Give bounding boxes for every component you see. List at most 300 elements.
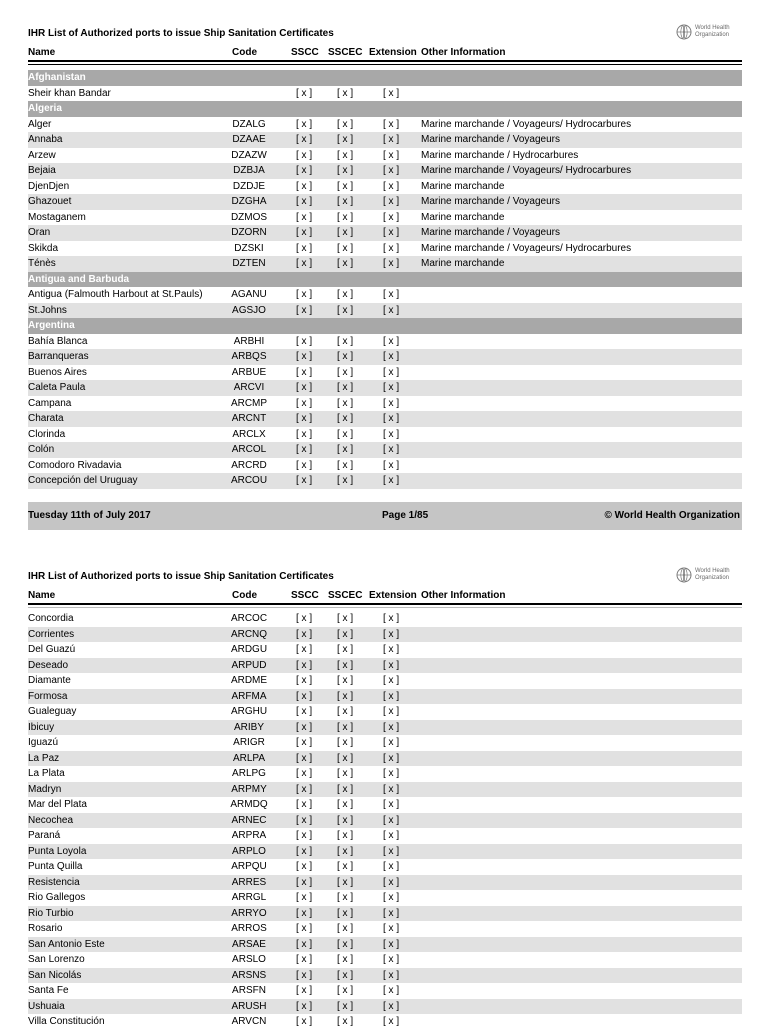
port-code: ARSAE xyxy=(232,938,266,950)
port-code: ARPQU xyxy=(231,861,267,872)
sscec-cell: [ x ] xyxy=(337,644,354,655)
sscc-cell: [ x ] xyxy=(296,783,313,795)
port-name: Skikda xyxy=(28,242,59,254)
port-code: AGSJO xyxy=(232,304,266,316)
table-row xyxy=(28,720,742,736)
table-row xyxy=(28,303,742,319)
other-info-cell: Marine marchande / Hydrocarbures xyxy=(421,149,579,161)
sscc-cell: [ x ] xyxy=(296,923,313,934)
logo-line-2: Organization xyxy=(695,32,730,38)
extension-cell: [ x ] xyxy=(383,149,400,161)
table-row xyxy=(28,86,742,102)
port-name: Buenos Aires xyxy=(28,366,87,378)
port-name: Concepción del Uruguay xyxy=(28,475,138,486)
port-name: Paraná xyxy=(28,830,61,841)
extension-cell: [ x ] xyxy=(383,923,400,934)
footer-page-number: Page 1/85 xyxy=(382,510,429,521)
extension-cell: [ x ] xyxy=(383,242,400,254)
sscec-cell: [ x ] xyxy=(337,475,354,486)
other-info-cell: Marine marchande / Voyageurs/ Hydrocarbures xyxy=(421,242,632,254)
table-row xyxy=(28,163,742,179)
page-footer xyxy=(28,502,742,530)
port-name: Deseado xyxy=(28,659,69,671)
port-name: Resistencia xyxy=(28,876,80,888)
sscec-cell: [ x ] xyxy=(337,134,354,145)
sscc-cell: [ x ] xyxy=(296,892,313,903)
sscec-cell: [ x ] xyxy=(337,799,354,810)
extension-cell: [ x ] xyxy=(383,690,400,702)
sscec-cell: [ x ] xyxy=(337,413,354,424)
sscc-cell: [ x ] xyxy=(296,258,313,269)
sscec-cell: [ x ] xyxy=(337,938,354,950)
port-code: ARLPA xyxy=(232,752,266,764)
extension-cell: [ x ] xyxy=(383,938,400,950)
table-row xyxy=(28,334,742,350)
sscc-cell: [ x ] xyxy=(296,613,313,624)
port-name: Corrientes xyxy=(28,628,75,640)
port-name: Rio Gallegos xyxy=(28,892,86,903)
other-info-cell: Marine marchande xyxy=(421,180,505,192)
sscc-cell: [ x ] xyxy=(296,768,313,779)
sscc-cell: [ x ] xyxy=(296,1000,313,1012)
port-code: ARRYO xyxy=(231,907,267,919)
table-row xyxy=(28,751,742,767)
sscec-cell: [ x ] xyxy=(337,196,354,207)
port-code: ARBUE xyxy=(231,366,267,378)
sscc-cell: [ x ] xyxy=(296,690,313,702)
column-header-info: Other Information xyxy=(421,590,506,601)
extension-cell: [ x ] xyxy=(383,892,400,903)
extension-cell: [ x ] xyxy=(383,799,400,810)
table-row xyxy=(28,1014,742,1030)
sscc-cell: [ x ] xyxy=(296,954,313,965)
sscec-cell: [ x ] xyxy=(337,985,354,996)
sscc-cell: [ x ] xyxy=(296,814,313,826)
sscec-cell: [ x ] xyxy=(337,954,354,965)
sscc-cell: [ x ] xyxy=(296,366,313,378)
sscc-cell: [ x ] xyxy=(296,969,313,981)
port-code: ARNEC xyxy=(231,814,267,826)
sscec-cell: [ x ] xyxy=(337,258,354,269)
page-title-2: IHR List of Authorized ports to issue Ship Sanitation Certificates xyxy=(28,571,334,582)
sscc-cell: [ x ] xyxy=(296,628,313,640)
port-code: ARVCN xyxy=(231,1016,267,1027)
port-name: San Antonio Este xyxy=(28,938,105,950)
port-name: Ghazouet xyxy=(28,196,72,207)
port-table-page-2 xyxy=(28,611,742,1030)
sscc-cell: [ x ] xyxy=(296,876,313,888)
sscc-cell: [ x ] xyxy=(296,938,313,950)
extension-cell: [ x ] xyxy=(383,907,400,919)
extension-cell: [ x ] xyxy=(383,1000,400,1012)
table-row xyxy=(28,782,742,798)
extension-cell: [ x ] xyxy=(383,861,400,872)
sscc-cell: [ x ] xyxy=(296,351,313,362)
table-row xyxy=(28,859,742,875)
sscec-cell: [ x ] xyxy=(337,227,354,238)
port-table-page-1 xyxy=(28,70,742,489)
port-code: DZMOS xyxy=(230,211,268,223)
table-row xyxy=(28,287,742,303)
table-row xyxy=(28,225,742,241)
table-row xyxy=(28,689,742,705)
port-name: Santa Fe xyxy=(28,985,69,996)
sscc-cell: [ x ] xyxy=(296,675,313,686)
extension-cell: [ x ] xyxy=(383,428,400,440)
table-row xyxy=(28,642,742,658)
table-row xyxy=(28,704,742,720)
table-row xyxy=(28,906,742,922)
country-name: Argentina xyxy=(28,320,75,331)
extension-cell: [ x ] xyxy=(383,737,400,748)
extension-cell: [ x ] xyxy=(383,675,400,686)
table-row xyxy=(28,132,742,148)
table-row xyxy=(28,611,742,627)
extension-cell: [ x ] xyxy=(383,258,400,269)
sscec-cell: [ x ] xyxy=(337,304,354,316)
port-code: ARCOL xyxy=(231,444,267,455)
port-code: ARCNT xyxy=(231,413,267,424)
country-name: Afghanistan xyxy=(28,72,86,83)
port-name: DjenDjen xyxy=(28,180,70,192)
extension-cell: [ x ] xyxy=(383,397,400,409)
table-row xyxy=(28,411,742,427)
port-name: San Nicolás xyxy=(28,969,82,981)
country-group-header xyxy=(28,272,742,288)
other-info-cell: Marine marchande xyxy=(421,258,505,269)
sscec-cell: [ x ] xyxy=(337,814,354,826)
sscc-cell: [ x ] xyxy=(296,304,313,316)
column-header-sscec: SSCEC xyxy=(328,47,363,58)
extension-cell: [ x ] xyxy=(383,814,400,826)
port-code: ARPLO xyxy=(232,845,266,857)
table-row xyxy=(28,473,742,489)
port-name: Mar del Plata xyxy=(28,799,87,810)
port-code: ARBHI xyxy=(233,335,265,347)
sscc-cell: [ x ] xyxy=(296,118,313,130)
sscec-cell: [ x ] xyxy=(337,969,354,981)
logo-wordmark xyxy=(695,25,730,39)
sscc-cell: [ x ] xyxy=(296,196,313,207)
table-row xyxy=(28,427,742,443)
table-header xyxy=(28,45,742,62)
sscec-cell: [ x ] xyxy=(337,1000,354,1012)
port-name: Oran xyxy=(28,227,51,238)
sscec-cell: [ x ] xyxy=(337,459,354,471)
extension-cell: [ x ] xyxy=(383,1016,400,1027)
port-name: La Paz xyxy=(28,752,60,764)
sscc-cell: [ x ] xyxy=(296,475,313,486)
column-header-sscec: SSCEC xyxy=(328,590,363,601)
table-header-2 xyxy=(28,588,742,605)
port-name: Punta Loyola xyxy=(28,845,87,857)
table-row xyxy=(28,983,742,999)
port-name: Annaba xyxy=(28,134,63,145)
port-code: ARIBY xyxy=(233,721,264,733)
table-row xyxy=(28,627,742,643)
other-info-cell: Marine marchande / Voyageurs/ Hydrocarbures xyxy=(421,118,632,130)
port-code: ARDME xyxy=(230,675,268,686)
table-row xyxy=(28,210,742,226)
sscec-cell: [ x ] xyxy=(337,211,354,223)
extension-cell: [ x ] xyxy=(383,985,400,996)
port-code: ARRGL xyxy=(231,892,267,903)
sscec-cell: [ x ] xyxy=(337,830,354,841)
footer-date: Tuesday 11th of July 2017 xyxy=(28,510,151,521)
column-header-extension: Extension xyxy=(369,47,417,58)
sscec-cell: [ x ] xyxy=(337,752,354,764)
port-name: Charata xyxy=(28,413,64,424)
port-name: Rio Turbio xyxy=(28,907,74,919)
port-code: AGANU xyxy=(231,289,267,300)
table-row xyxy=(28,365,742,381)
port-code: DZAAE xyxy=(232,134,266,145)
sscc-cell: [ x ] xyxy=(296,799,313,810)
table-row xyxy=(28,658,742,674)
column-header-name: Name xyxy=(28,47,56,58)
extension-cell: [ x ] xyxy=(383,227,400,238)
port-name: Diamante xyxy=(28,675,71,686)
table-row xyxy=(28,148,742,164)
country-name: Antigua and Barbuda xyxy=(28,273,130,285)
port-code: ARCRD xyxy=(231,459,267,471)
port-code: ARGHU xyxy=(230,706,268,717)
port-code: ARCMP xyxy=(230,397,268,409)
sscec-cell: [ x ] xyxy=(337,892,354,903)
port-code: ARFMA xyxy=(231,690,267,702)
sscec-cell: [ x ] xyxy=(337,737,354,748)
extension-cell: [ x ] xyxy=(383,752,400,764)
column-header-name: Name xyxy=(28,590,56,601)
table-row xyxy=(28,813,742,829)
port-name: Ibicuy xyxy=(28,721,55,733)
port-name: Gualeguay xyxy=(28,706,77,717)
port-name: Campana xyxy=(28,397,72,409)
sscec-cell: [ x ] xyxy=(337,845,354,857)
sscec-cell: [ x ] xyxy=(337,783,354,795)
who-emblem-icon xyxy=(676,567,692,583)
port-name: Alger xyxy=(28,118,52,130)
extension-cell: [ x ] xyxy=(383,289,400,300)
sscec-cell: [ x ] xyxy=(337,861,354,872)
logo-line-1: World Health xyxy=(695,25,730,31)
sscec-cell: [ x ] xyxy=(337,675,354,686)
extension-cell: [ x ] xyxy=(383,954,400,965)
extension-cell: [ x ] xyxy=(383,180,400,192)
sscec-cell: [ x ] xyxy=(337,165,354,176)
port-code: ARRES xyxy=(231,876,267,888)
port-name: Sheir khan Bandar xyxy=(28,87,111,99)
port-code: ARCOU xyxy=(230,475,268,486)
port-code: ARMDQ xyxy=(230,799,268,810)
extension-cell: [ x ] xyxy=(383,876,400,888)
sscec-cell: [ x ] xyxy=(337,628,354,640)
table-row xyxy=(28,921,742,937)
port-code: DZTEN xyxy=(232,258,266,269)
sscec-cell: [ x ] xyxy=(337,876,354,888)
sscc-cell: [ x ] xyxy=(296,830,313,841)
sscc-cell: [ x ] xyxy=(296,444,313,455)
country-name: Algeria xyxy=(28,103,62,114)
table-row xyxy=(28,194,742,210)
sscec-cell: [ x ] xyxy=(337,659,354,671)
port-code: ARCLX xyxy=(232,428,266,440)
table-row xyxy=(28,735,742,751)
port-name: Ténès xyxy=(28,258,56,269)
port-name: Necochea xyxy=(28,814,74,826)
table-row xyxy=(28,396,742,412)
extension-cell: [ x ] xyxy=(383,845,400,857)
table-row xyxy=(28,117,742,133)
logo-line-2: Organization xyxy=(695,575,730,581)
column-header-sscc: SSCC xyxy=(291,47,319,58)
table-row xyxy=(28,875,742,891)
port-code: ARCNQ xyxy=(230,628,268,640)
column-header-code: Code xyxy=(232,590,257,601)
sscec-cell: [ x ] xyxy=(337,149,354,161)
extension-cell: [ x ] xyxy=(383,659,400,671)
table-row xyxy=(28,952,742,968)
port-code: ARUSH xyxy=(231,1000,267,1012)
sscc-cell: [ x ] xyxy=(296,861,313,872)
other-info-cell: Marine marchande / Voyageurs xyxy=(421,134,560,145)
port-code: ARSFN xyxy=(232,985,266,996)
extension-cell: [ x ] xyxy=(383,87,400,99)
port-name: Formosa xyxy=(28,690,68,702)
table-row xyxy=(28,349,742,365)
port-code: DZBJA xyxy=(233,165,265,176)
logo-line-1: World Health xyxy=(695,568,730,574)
port-code: DZALG xyxy=(232,118,266,130)
sscc-cell: [ x ] xyxy=(296,87,313,99)
port-code: ARPRA xyxy=(231,830,267,841)
other-info-cell: Marine marchande / Voyageurs xyxy=(421,227,560,238)
extension-cell: [ x ] xyxy=(383,706,400,717)
sscc-cell: [ x ] xyxy=(296,242,313,254)
port-name: Ushuaia xyxy=(28,1000,65,1012)
table-row xyxy=(28,828,742,844)
table-row xyxy=(28,937,742,953)
table-row xyxy=(28,890,742,906)
port-name: Rosario xyxy=(28,923,63,934)
header-rule xyxy=(28,64,742,65)
port-name: Del Guazú xyxy=(28,644,76,655)
port-code: DZSKI xyxy=(234,242,264,254)
port-code: ARCVI xyxy=(233,382,265,393)
port-code: ARSLO xyxy=(232,954,266,965)
sscc-cell: [ x ] xyxy=(296,227,313,238)
sscec-cell: [ x ] xyxy=(337,690,354,702)
sscc-cell: [ x ] xyxy=(296,845,313,857)
header-rule-2 xyxy=(28,607,742,608)
extension-cell: [ x ] xyxy=(383,613,400,624)
table-row xyxy=(28,844,742,860)
port-name: Comodoro Rivadavia xyxy=(28,459,122,471)
sscec-cell: [ x ] xyxy=(337,397,354,409)
port-code: DZAZW xyxy=(231,149,267,161)
port-name: Caleta Paula xyxy=(28,382,86,393)
port-name: La Plata xyxy=(28,768,65,779)
other-info-cell: Marine marchande / Voyageurs xyxy=(421,196,560,207)
port-code: ARROS xyxy=(231,923,267,934)
port-code: ARSNS xyxy=(231,969,267,981)
sscec-cell: [ x ] xyxy=(337,1016,354,1027)
port-name: Iguazú xyxy=(28,737,59,748)
extension-cell: [ x ] xyxy=(383,196,400,207)
extension-cell: [ x ] xyxy=(383,475,400,486)
country-group-header xyxy=(28,70,742,86)
extension-cell: [ x ] xyxy=(383,969,400,981)
port-code: ARCOC xyxy=(230,613,268,624)
extension-cell: [ x ] xyxy=(383,768,400,779)
port-name: Villa Constitución xyxy=(28,1016,105,1027)
port-name: Madryn xyxy=(28,783,62,795)
port-name: Colón xyxy=(28,444,55,455)
sscc-cell: [ x ] xyxy=(296,211,313,223)
table-row xyxy=(28,256,742,272)
port-name: Barranqueras xyxy=(28,351,89,362)
sscec-cell: [ x ] xyxy=(337,180,354,192)
sscc-cell: [ x ] xyxy=(296,659,313,671)
port-code: DZDJE xyxy=(232,180,266,192)
table-row xyxy=(28,241,742,257)
sscec-cell: [ x ] xyxy=(337,118,354,130)
sscc-cell: [ x ] xyxy=(296,335,313,347)
sscec-cell: [ x ] xyxy=(337,768,354,779)
sscc-cell: [ x ] xyxy=(296,180,313,192)
sscc-cell: [ x ] xyxy=(296,721,313,733)
sscc-cell: [ x ] xyxy=(296,134,313,145)
sscc-cell: [ x ] xyxy=(296,907,313,919)
sscec-cell: [ x ] xyxy=(337,242,354,254)
sscc-cell: [ x ] xyxy=(296,397,313,409)
port-code: DZGHA xyxy=(231,196,267,207)
port-code: ARPUD xyxy=(231,659,267,671)
extension-cell: [ x ] xyxy=(383,382,400,393)
sscc-cell: [ x ] xyxy=(296,289,313,300)
sscc-cell: [ x ] xyxy=(296,149,313,161)
sscc-cell: [ x ] xyxy=(296,644,313,655)
extension-cell: [ x ] xyxy=(383,830,400,841)
sscec-cell: [ x ] xyxy=(337,87,354,99)
extension-cell: [ x ] xyxy=(383,459,400,471)
extension-cell: [ x ] xyxy=(383,351,400,362)
column-header-sscc: SSCC xyxy=(291,590,319,601)
port-name: Concordia xyxy=(28,613,74,624)
port-code: ARBQS xyxy=(231,351,267,362)
extension-cell: [ x ] xyxy=(383,134,400,145)
who-emblem-icon xyxy=(676,24,692,40)
other-info-cell: Marine marchande / Voyageurs/ Hydrocarbures xyxy=(421,165,632,176)
sscec-cell: [ x ] xyxy=(337,335,354,347)
extension-cell: [ x ] xyxy=(383,335,400,347)
extension-cell: [ x ] xyxy=(383,118,400,130)
sscc-cell: [ x ] xyxy=(296,985,313,996)
extension-cell: [ x ] xyxy=(383,644,400,655)
table-row xyxy=(28,766,742,782)
extension-cell: [ x ] xyxy=(383,304,400,316)
sscc-cell: [ x ] xyxy=(296,752,313,764)
sscec-cell: [ x ] xyxy=(337,721,354,733)
sscec-cell: [ x ] xyxy=(337,428,354,440)
table-row xyxy=(28,442,742,458)
table-row xyxy=(28,380,742,396)
sscec-cell: [ x ] xyxy=(337,289,354,300)
logo-wordmark xyxy=(695,568,730,582)
sscec-cell: [ x ] xyxy=(337,351,354,362)
column-header-extension: Extension xyxy=(369,590,417,601)
sscec-cell: [ x ] xyxy=(337,706,354,717)
